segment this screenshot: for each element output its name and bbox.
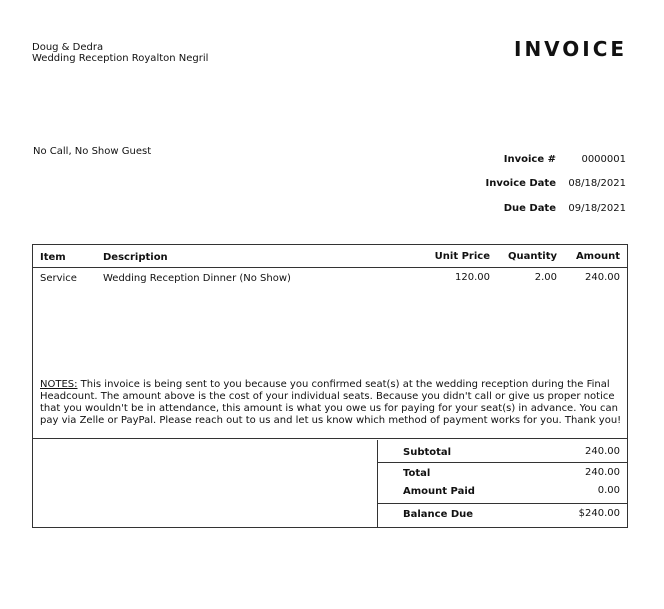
- seller-name: Doug & Dedra: [32, 42, 104, 53]
- notes-label: NOTES:: [40, 379, 78, 390]
- balance-due-value: $240.00: [578, 508, 620, 519]
- balance-due-label: Balance Due: [403, 509, 474, 520]
- notes-text: This invoice is being sent to you because you confirmed seat(s) at the wedding reception during the Final Headcount. The amount above is the cost of your individual seats. Because you didn't call or give us proper notice that you wouldn't be in attendance, this amount is what you owe us for paying for your seat(s) in advance. You can pay via Zelle or PayPal. Please reach out to us and let us know which method of payment works for you. Thank you!: [40, 379, 622, 426]
- header-description: Description: [103, 252, 168, 263]
- totals-section: [32, 439, 628, 528]
- header-item: Item: [40, 252, 66, 263]
- invoice-number-label: Invoice #: [503, 154, 556, 165]
- notes: [40, 379, 624, 427]
- row-item: Service: [40, 273, 77, 284]
- balance-rule: [377, 503, 628, 504]
- subtotal-label: Subtotal: [403, 447, 452, 458]
- header-amount: Amount: [575, 251, 620, 262]
- total-value: 240.00: [585, 467, 620, 478]
- total-label: Total: [403, 468, 431, 479]
- subtotal-rule: [377, 462, 628, 463]
- amount-paid-label: Amount Paid: [403, 486, 475, 497]
- row-amount: 240.00: [585, 272, 620, 283]
- due-date-value: 09/18/2021: [568, 203, 626, 214]
- header-unit-price: Unit Price: [434, 251, 490, 262]
- totals-divider: [377, 440, 378, 528]
- subtotal-value: 240.00: [585, 446, 620, 457]
- bill-to: No Call, No Show Guest: [33, 146, 152, 157]
- invoice-title: INVOICE: [514, 37, 628, 61]
- header-quantity: Quantity: [508, 251, 557, 262]
- seller-event: Wedding Reception Royalton Negril: [32, 53, 209, 64]
- row-unit-price: 120.00: [455, 272, 490, 283]
- row-description: Wedding Reception Dinner (No Show): [103, 273, 291, 284]
- due-date-label: Due Date: [503, 203, 556, 214]
- invoice-number-value: 0000001: [581, 154, 626, 165]
- invoice-date-value: 08/18/2021: [568, 178, 626, 189]
- table-header-rule: [32, 267, 628, 268]
- amount-paid-value: 0.00: [597, 485, 620, 496]
- row-quantity: 2.00: [534, 272, 557, 283]
- invoice-date-label: Invoice Date: [485, 178, 556, 189]
